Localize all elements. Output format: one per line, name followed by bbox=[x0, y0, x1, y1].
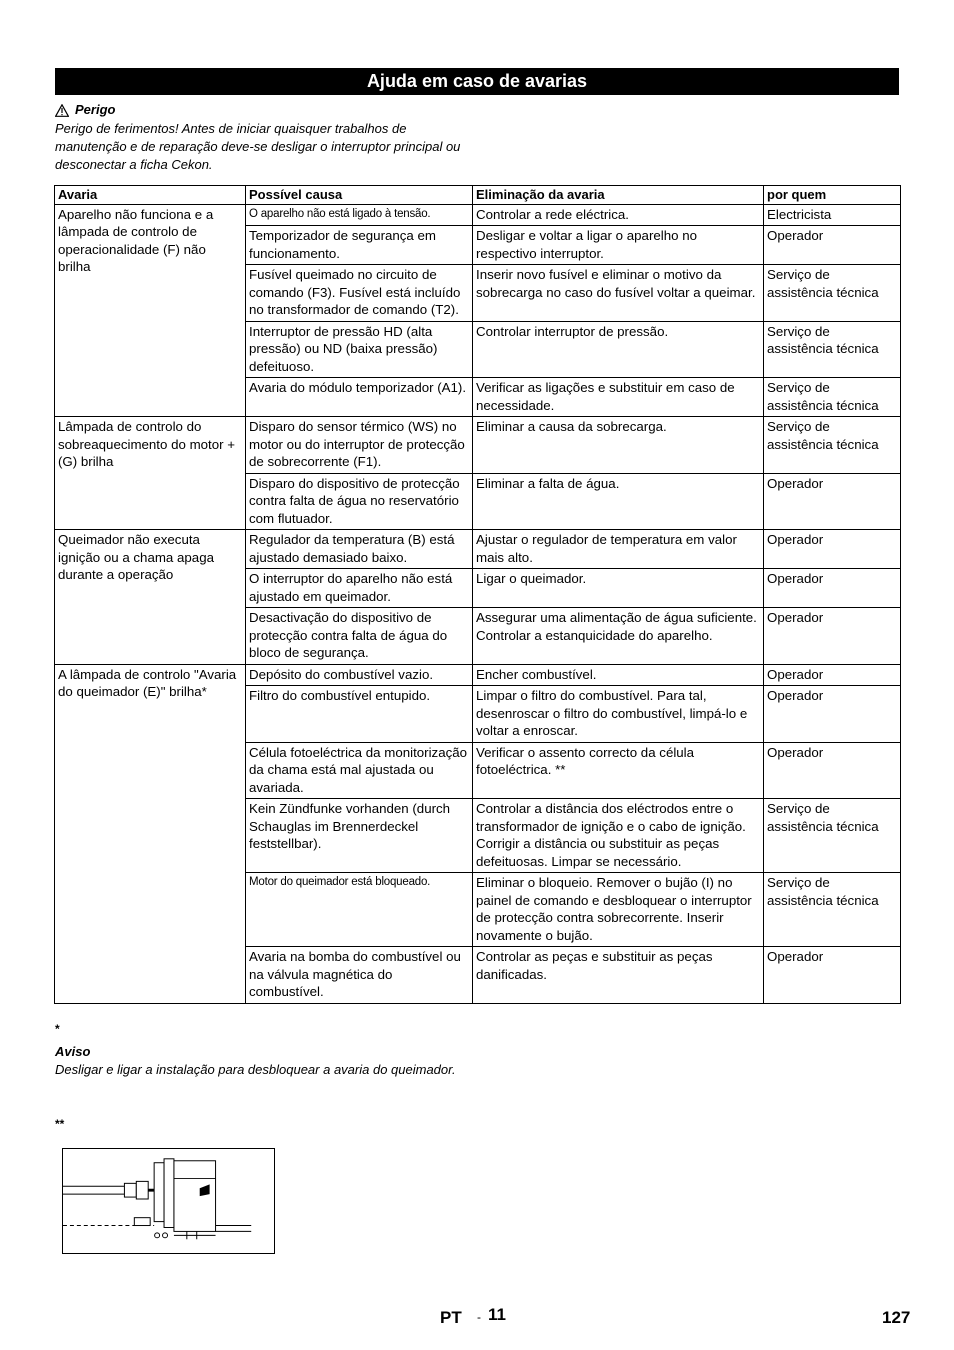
remedy-cell: Eliminar a causa da sobrecarga. bbox=[473, 417, 764, 474]
cause-cell: Desactivação do dispositivo de protecção contra falta de água do bloco de segurança. bbox=[246, 608, 473, 665]
notice-title: Aviso bbox=[55, 1044, 91, 1059]
remedy-cell: Verificar as ligações e substituir em caso de necessidade. bbox=[473, 378, 764, 417]
who-cell: Operador bbox=[764, 226, 901, 265]
who-cell: Serviço de assistência técnica bbox=[764, 799, 901, 873]
who-cell: Electricista bbox=[764, 204, 901, 226]
remedy-cell: Limpar o filtro do combustível. Para tal, desenroscar o filtro do combustível, limpá-lo e voltar a enroscar. bbox=[473, 686, 764, 743]
photocell-diagram bbox=[62, 1148, 275, 1254]
warning-triangle-icon bbox=[55, 104, 69, 117]
who-cell: Operador bbox=[764, 664, 901, 686]
remedy-cell: Eliminar o bloqueio. Remover o bujão (I) no painel de comando e desbloquear o interruptor de protecção contra sobrecorrente. Inserir novamente o bujão. bbox=[473, 873, 764, 947]
remedy-cell: Controlar as peças e substituir as peças danificadas. bbox=[473, 947, 764, 1004]
footnote-marker-single: * bbox=[55, 1022, 60, 1036]
remedy-cell: Desligar e voltar a ligar o aparelho no respectivo interruptor. bbox=[473, 226, 764, 265]
fault-cell: Queimador não executa ignição ou a chama apaga durante a operação bbox=[55, 530, 246, 665]
cause-cell: Fusível queimado no circuito de comando (F3). Fusível está incluído no transformador de comando (T2). bbox=[246, 265, 473, 322]
table-header-row bbox=[55, 186, 901, 205]
fault-cell: Aparelho não funciona e a lâmpada de controlo de operacionalidade (F) não brilha bbox=[55, 204, 246, 417]
who-cell: Serviço de assistência técnica bbox=[764, 873, 901, 947]
cause-cell: Disparo do sensor térmico (WS) no motor ou do interruptor de protecção de sobrecorrente (F1). bbox=[246, 417, 473, 474]
danger-title: Perigo bbox=[75, 102, 116, 117]
cause-cell: Regulador da temperatura (B) está ajustado demasiado baixo. bbox=[246, 530, 473, 569]
cause-cell: O aparelho não está ligado à tensão. bbox=[246, 204, 473, 226]
footer-dash: - bbox=[477, 1310, 481, 1324]
who-cell: Operador bbox=[764, 608, 901, 665]
cause-cell: Kein Zündfunke vorhanden (durch Schauglas im Brennerdeckel feststellbar). bbox=[246, 799, 473, 873]
troubleshooting-table bbox=[54, 185, 901, 1004]
cause-cell: Motor do queimador está bloqueado. bbox=[246, 873, 473, 947]
remedy-cell: Ligar o queimador. bbox=[473, 569, 764, 608]
remedy-cell: Assegurar uma alimentação de água suficiente. Controlar a estanquicidade do aparelho. bbox=[473, 608, 764, 665]
column-header-fault: Avaria bbox=[55, 186, 246, 205]
footer-page-number: 127 bbox=[882, 1308, 911, 1327]
column-header-by-whom: por quem bbox=[764, 186, 901, 205]
cause-cell: Avaria do módulo temporizador (A1). bbox=[246, 378, 473, 417]
photocell-diagram-drawing bbox=[63, 1149, 274, 1253]
cause-cell: Disparo do dispositivo de protecção contra falta de água no reservatório com flutuador. bbox=[246, 473, 473, 530]
cause-cell: Temporizador de segurança em funcionamento. bbox=[246, 226, 473, 265]
remedy-cell: Controlar a rede eléctrica. bbox=[473, 204, 764, 226]
cause-cell: Interruptor de pressão HD (alta pressão) ou ND (baixa pressão) defeituoso. bbox=[246, 321, 473, 378]
column-header-remedy: Eliminação da avaria bbox=[473, 186, 764, 205]
who-cell: Operador bbox=[764, 947, 901, 1004]
remedy-cell: Encher combustível. bbox=[473, 664, 764, 686]
who-cell: Operador bbox=[764, 473, 901, 530]
cause-cell: Avaria na bomba do combustível ou na válvula magnética do combustível. bbox=[246, 947, 473, 1004]
remedy-cell: Controlar interruptor de pressão. bbox=[473, 321, 764, 378]
danger-text: Perigo de ferimentos! Antes de iniciar quaisquer trabalhos de manutenção e de reparação deve-se desligar o interruptor principal ou desconectar a ficha Cekon. bbox=[55, 121, 461, 172]
who-cell: Operador bbox=[764, 569, 901, 608]
who-cell: Serviço de assistência técnica bbox=[764, 417, 901, 474]
who-cell: Operador bbox=[764, 742, 901, 799]
cause-cell: Filtro do combustível entupido. bbox=[246, 686, 473, 743]
remedy-cell: Ajustar o regulador de temperatura em valor mais alto. bbox=[473, 530, 764, 569]
remedy-cell: Controlar a distância dos eléctrodos entre o transformador de ignição e o cabo de ignição. Corrigir a distância ou substituir as peças defeituosas. Limpar se necessário. bbox=[473, 799, 764, 873]
cause-cell: Célula fotoeléctrica da monitorização da chama está mal ajustada ou avariada. bbox=[246, 742, 473, 799]
column-header-cause: Possível causa bbox=[246, 186, 473, 205]
remedy-cell: Eliminar a falta de água. bbox=[473, 473, 764, 530]
footer-section-page: 11 bbox=[488, 1305, 506, 1324]
cause-cell: Depósito do combustível vazio. bbox=[246, 664, 473, 686]
remedy-cell: Verificar o assento correcto da célula fotoeléctrica. ** bbox=[473, 742, 764, 799]
notice-block bbox=[55, 1043, 475, 1079]
section-title: Ajuda em caso de avarias bbox=[55, 68, 899, 95]
danger-notice bbox=[55, 101, 475, 174]
fault-cell: A lâmpada de controlo "Avaria do queimador (E)" brilha* bbox=[55, 664, 246, 1003]
footnote-marker-double: ** bbox=[55, 1117, 65, 1131]
who-cell: Serviço de assistência técnica bbox=[764, 378, 901, 417]
remedy-cell: Inserir novo fusível e eliminar o motivo da sobrecarga no caso do fusível voltar a queimar. bbox=[473, 265, 764, 322]
table-row bbox=[55, 664, 901, 686]
fault-cell: Lâmpada de controlo do sobreaquecimento do motor + (G) brilha bbox=[55, 417, 246, 530]
who-cell: Operador bbox=[764, 530, 901, 569]
notice-text: Desligar e ligar a instalação para desbloquear a avaria do queimador. bbox=[55, 1062, 456, 1077]
table-row bbox=[55, 530, 901, 569]
who-cell: Serviço de assistência técnica bbox=[764, 265, 901, 322]
footer-language: PT bbox=[440, 1308, 462, 1327]
table-row bbox=[55, 204, 901, 226]
who-cell: Operador bbox=[764, 686, 901, 743]
who-cell: Serviço de assistência técnica bbox=[764, 321, 901, 378]
cause-cell: O interruptor do aparelho não está ajustado em queimador. bbox=[246, 569, 473, 608]
table-row bbox=[55, 417, 901, 474]
